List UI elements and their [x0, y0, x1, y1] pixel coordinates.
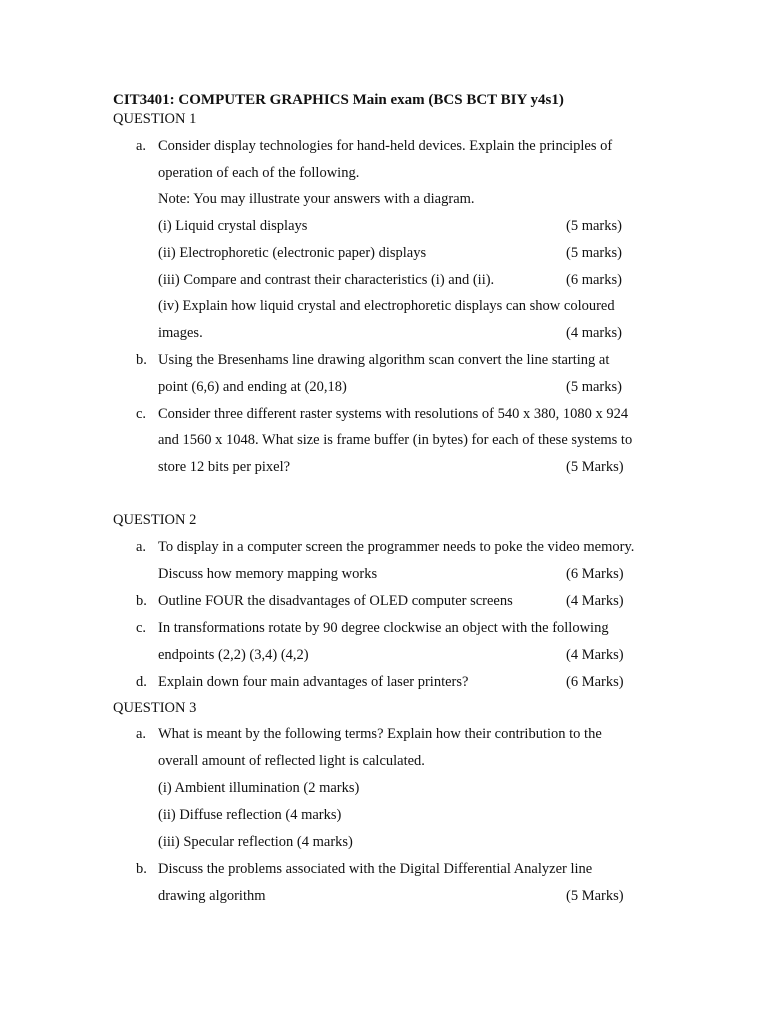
- q2-d-text-line-1: Explain down four main advantages of laser printers?: [158, 674, 469, 690]
- q1-b-marks: (5 marks): [566, 379, 622, 395]
- q2-c-text-line-1: In transformations rotate by 90 degree clockwise an object with the following: [158, 620, 609, 636]
- q1-a-iv-text-line-2: images.: [158, 325, 203, 341]
- q2-d-letter: d.: [136, 674, 147, 690]
- q3-a-ii-text: (ii) Diffuse reflection (4 marks): [158, 807, 342, 823]
- q1-c-text-line-2: and 1560 x 1048. What size is frame buffer (in bytes) for each of these systems to: [158, 432, 633, 448]
- q2-a-marks: (6 Marks): [566, 566, 624, 582]
- q1-c-letter: c.: [136, 406, 147, 422]
- q3-b-text-line-1: Discuss the problems associated with the Digital Differential Analyzer line: [158, 861, 593, 877]
- q1-a-iii-text: (iii) Compare and contrast their characteristics (i) and (ii).: [158, 272, 495, 288]
- q1-a-ii-marks: (5 marks): [566, 245, 622, 261]
- q2-b-text-line-1: Outline FOUR the disadvantages of OLED computer screens: [158, 593, 513, 609]
- q3-a-i-text: (i) Ambient illumination (2 marks): [158, 780, 360, 796]
- exam-title: CIT3401: COMPUTER GRAPHICS Main exam (BCS BCT BIY y4s1): [113, 92, 564, 108]
- q3-a-letter: a.: [136, 726, 147, 742]
- q3-a-iii-text: (iii) Specular reflection (4 marks): [158, 834, 353, 850]
- q3-b-marks: (5 Marks): [566, 888, 624, 904]
- q2-b-marks: (4 Marks): [566, 593, 624, 609]
- q3-a-text-line-1: What is meant by the following terms? Explain how their contribution to the: [158, 726, 602, 742]
- q1-a-letter: a.: [136, 138, 147, 154]
- q1-c-marks: (5 Marks): [566, 459, 624, 475]
- q3-b-letter: b.: [136, 861, 147, 877]
- q1-a-i-marks: (5 marks): [566, 218, 622, 234]
- q1-a-text-line-2: operation of each of the following.: [158, 165, 360, 181]
- q2-c-letter: c.: [136, 620, 147, 636]
- q2-c-marks: (4 Marks): [566, 647, 624, 663]
- q2-a-text-line-2: Discuss how memory mapping works: [158, 566, 378, 582]
- q1-c-text-line-3: store 12 bits per pixel?: [158, 459, 291, 475]
- q1-a-i-text: (i) Liquid crystal displays: [158, 218, 308, 234]
- q1-a-iv-text-line-1: (iv) Explain how liquid crystal and electrophoretic displays can show coloured: [158, 298, 615, 314]
- q1-a-note: Note: You may illustrate your answers with a diagram.: [158, 191, 475, 207]
- q3-b-text-line-2: drawing algorithm: [158, 888, 266, 904]
- question-2-heading: QUESTION 2: [113, 512, 197, 528]
- q1-a-ii-text: (ii) Electrophoretic (electronic paper) displays: [158, 245, 427, 261]
- q1-c-text-line-1: Consider three different raster systems with resolutions of 540 x 380, 1080 x 924: [158, 406, 629, 422]
- q1-b-letter: b.: [136, 352, 147, 368]
- q1-a-text-line-1: Consider display technologies for hand-held devices. Explain the principles of: [158, 138, 613, 154]
- q1-a-iv-marks: (4 marks): [566, 325, 622, 341]
- q1-a-iii-marks: (6 marks): [566, 272, 622, 288]
- q2-d-marks: (6 Marks): [566, 674, 624, 690]
- q3-a-text-line-2: overall amount of reflected light is calculated.: [158, 753, 425, 769]
- question-3-heading: QUESTION 3: [113, 700, 197, 716]
- question-1-heading: QUESTION 1: [113, 111, 197, 127]
- q2-b-letter: b.: [136, 593, 147, 609]
- q2-a-letter: a.: [136, 539, 147, 555]
- q2-c-text-line-2: endpoints (2,2) (3,4) (4,2): [158, 647, 309, 663]
- q1-b-text-line-1: Using the Bresenhams line drawing algorithm scan convert the line starting at: [158, 352, 610, 368]
- q2-a-text-line-1: To display in a computer screen the programmer needs to poke the video memory.: [158, 539, 635, 555]
- q1-b-text-line-2: point (6,6) and ending at (20,18): [158, 379, 347, 395]
